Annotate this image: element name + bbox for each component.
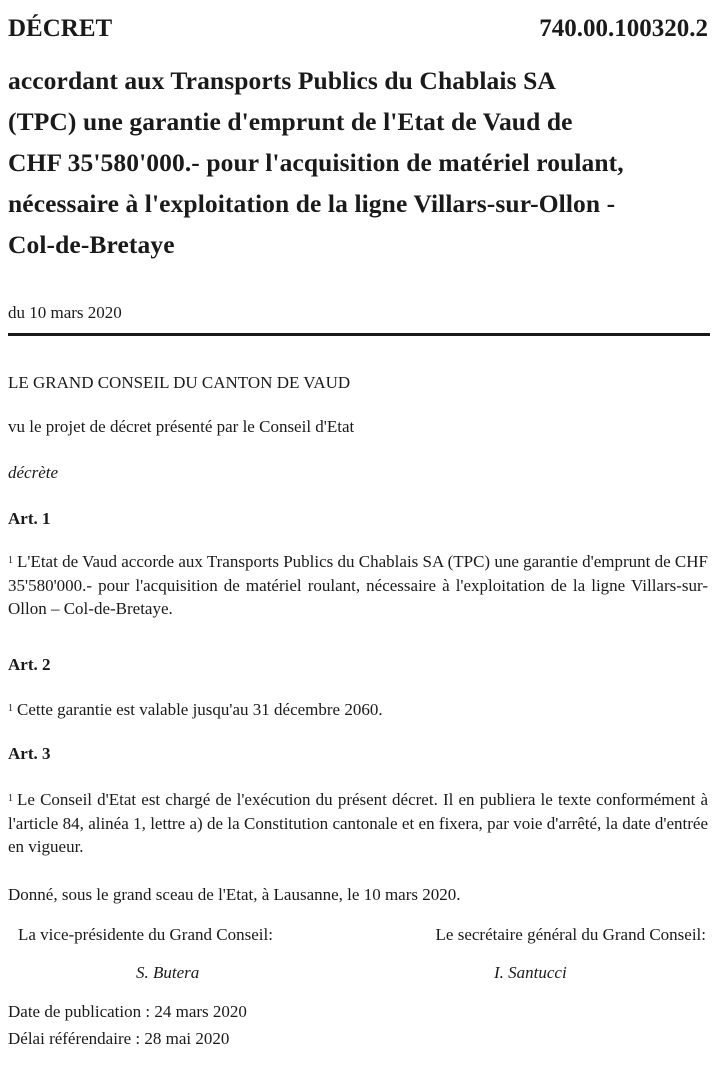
decree-date: du 10 mars 2020: [8, 303, 122, 322]
referendum-deadline: Délai référendaire : 28 mai 2020: [8, 1029, 230, 1048]
decrees-line: décrète: [8, 463, 59, 482]
document-type: DÉCRET: [8, 15, 113, 42]
right-signatory-title: Le secrétaire général du Grand Conseil:: [435, 925, 706, 944]
publication-date: Date de publication : 24 mars 2020: [8, 1002, 247, 1021]
article-heading: Art. 1: [8, 509, 51, 528]
right-signatory-name: I. Santucci: [494, 963, 567, 982]
title-line: (TPC) une garantie d'emprunt de l'Etat de Vaud de: [8, 107, 573, 136]
paragraph-text: Le Conseil d'Etat est chargé de l'exécution du présent décret. Il en publiera le texte conformément à l'article 84, alinéa 1, lettre a) de la Constitution cantonale et en fixera, par voie d'arrêté, la date d'entrée en vigueur.: [8, 790, 708, 856]
article-heading: Art. 3: [8, 744, 51, 763]
left-signatory-title: La vice-présidente du Grand Conseil:: [18, 925, 273, 944]
title-line: accordant aux Transports Publics du Chablais SA: [8, 66, 556, 95]
section-divider: [8, 333, 710, 336]
article-paragraph: [8, 550, 708, 621]
paragraph-number: 1: [8, 793, 13, 804]
document-header: [8, 14, 708, 44]
left-signatory-name: S. Butera: [136, 963, 200, 982]
title-line: nécessaire à l'exploitation de la ligne Villars-sur-Ollon -: [8, 189, 616, 218]
paragraph-number: 1: [8, 555, 13, 566]
given-line: Donné, sous le grand sceau de l'Etat, à Lausanne, le 10 mars 2020.: [8, 885, 461, 904]
title-line: CHF 35'580'000.- pour l'acquisition de matériel roulant,: [8, 148, 624, 177]
paragraph-number: 1: [8, 703, 13, 714]
document-number: 740.00.100320.2: [539, 15, 708, 42]
title-line: Col-de-Bretaye: [8, 230, 175, 259]
article-paragraph: [8, 698, 708, 722]
considering-line: vu le projet de décret présenté par le Conseil d'Etat: [8, 417, 355, 436]
decree-title: [8, 60, 708, 265]
article-heading: Art. 2: [8, 655, 51, 674]
article-paragraph: [8, 788, 708, 859]
paragraph-text: Cette garantie est valable jusqu'au 31 décembre 2060.: [17, 700, 383, 719]
authority-line: LE GRAND CONSEIL DU CANTON DE VAUD: [8, 373, 351, 392]
paragraph-text: L'Etat de Vaud accorde aux Transports Publics du Chablais SA (TPC) une garantie d'emprunt de CHF 35'580'000.- pour l'acquisition de matériel roulant, nécessaire à l'exploitation de la ligne Villars-sur-Ollon – Col-de-Bretaye.: [8, 552, 708, 618]
